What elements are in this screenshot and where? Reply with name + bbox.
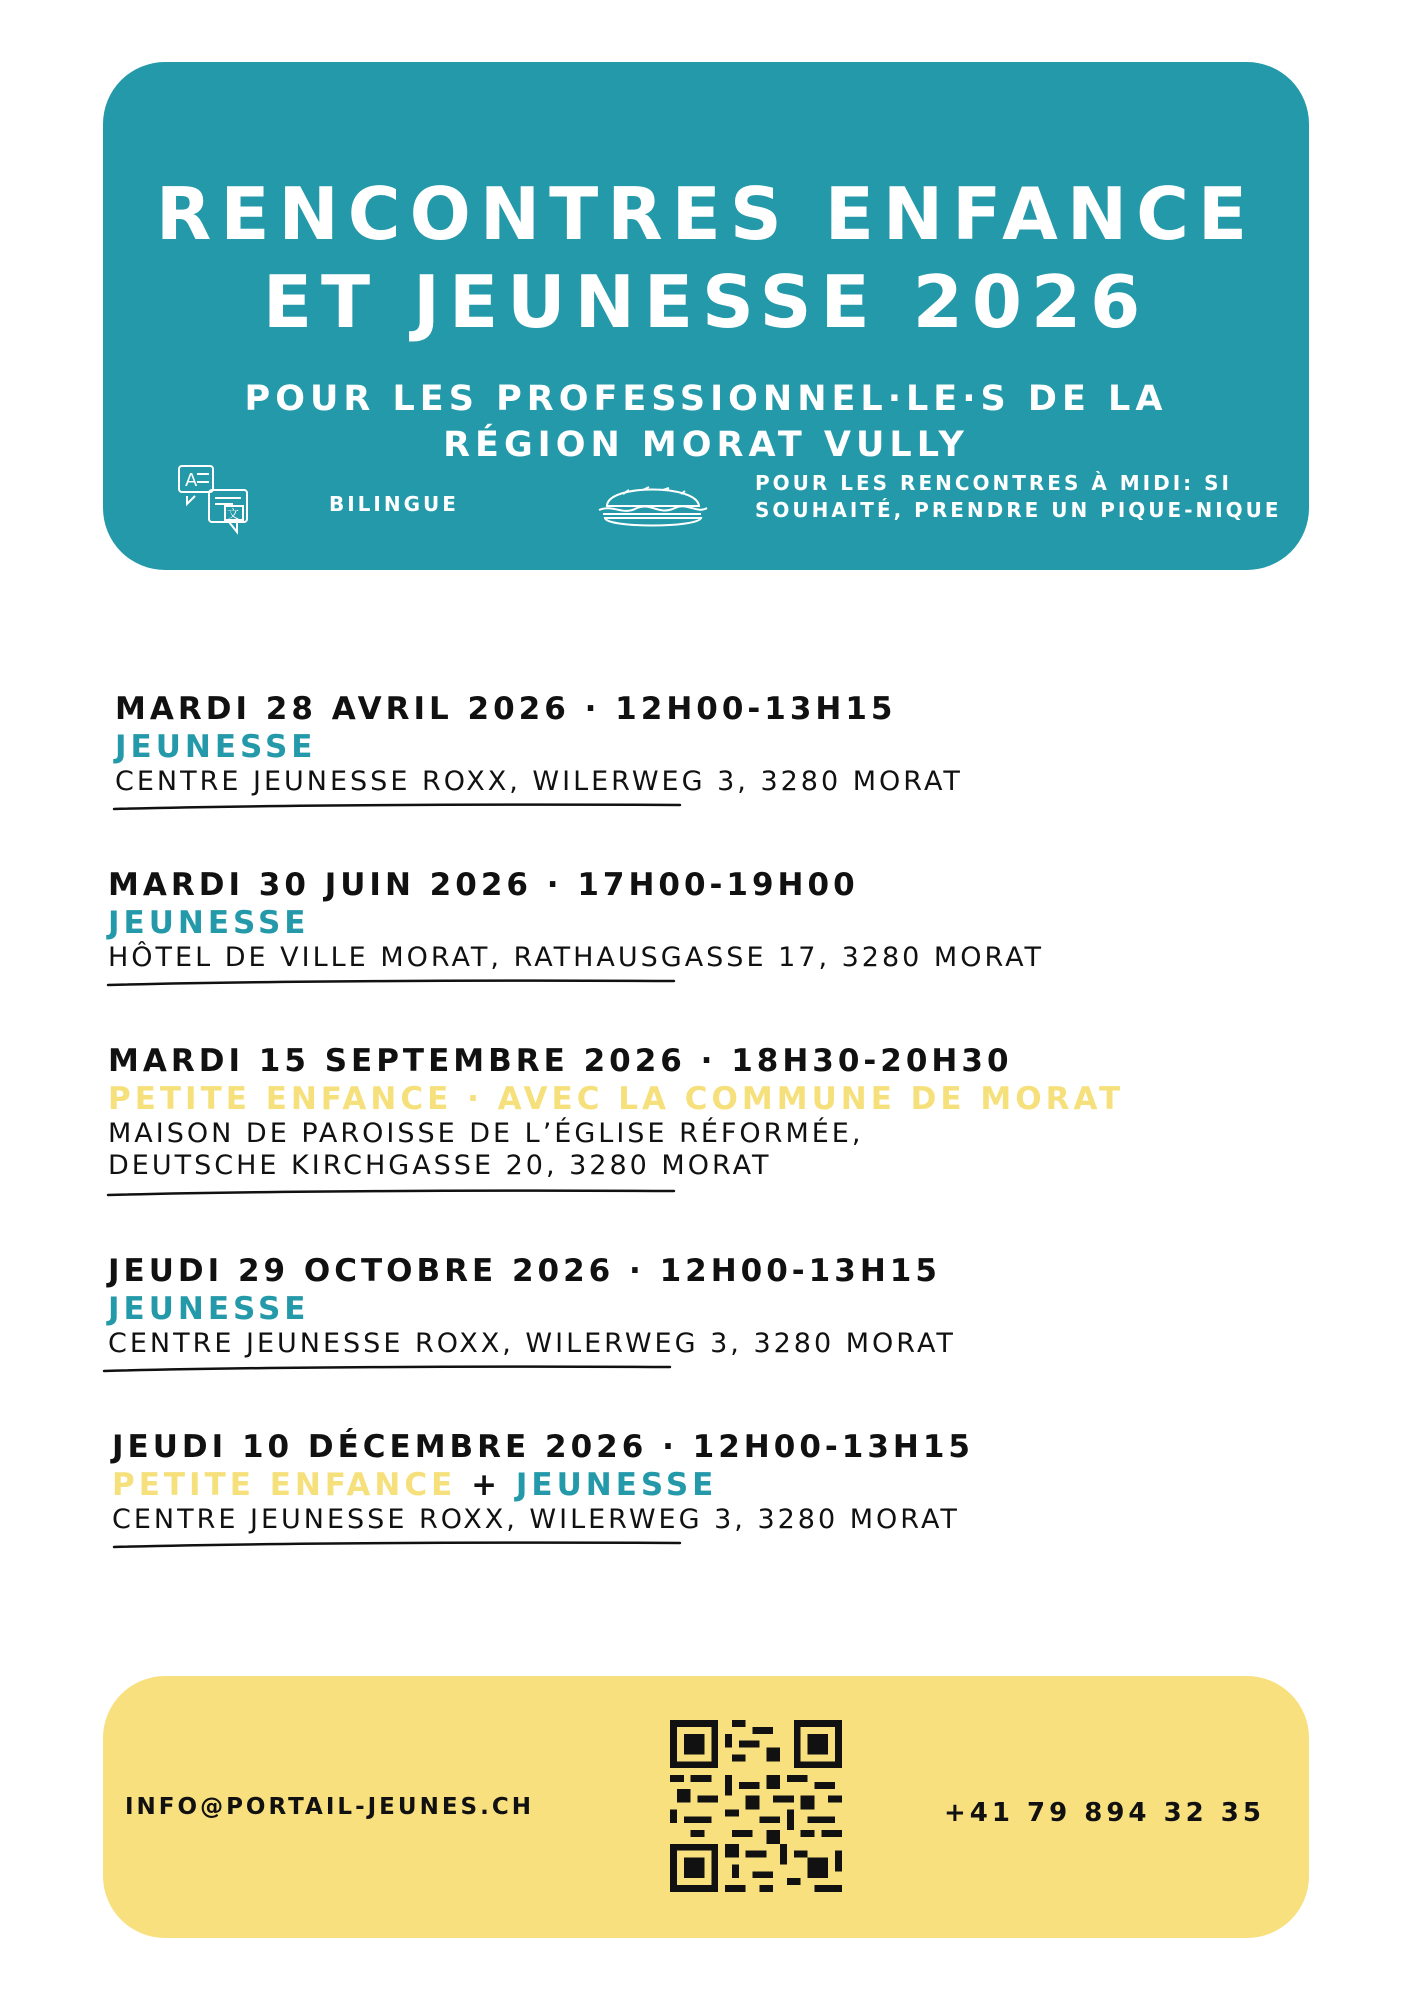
event-location: CENTRE JEUNESSE ROXX, WILERWEG 3, 3280 MORAT bbox=[112, 1504, 960, 1535]
event-date: MARDI 28 AVRIL 2026 · 12H00-13H15 bbox=[115, 691, 897, 727]
subtitle-line-2: RÉGION MORAT VULLY bbox=[443, 425, 969, 465]
translate-icon bbox=[175, 462, 255, 538]
svg-text:文: 文 bbox=[227, 507, 240, 521]
event-location: HÔTEL DE VILLE MORAT, RATHAUSGASSE 17, 3280 MORAT bbox=[108, 942, 1044, 973]
event-item bbox=[108, 1042, 1124, 1182]
subtitle-line-1: POUR LES PROFESSIONNEL·LE·S DE LA bbox=[244, 379, 1168, 419]
event-category: JEUNESSE bbox=[108, 1291, 310, 1327]
picnic-note-line-1: POUR LES RENCONTRES À MIDI: SI bbox=[755, 471, 1232, 495]
event-location: CENTRE JEUNESSE ROXX, WILERWEG 3, 3280 MORAT bbox=[115, 766, 963, 797]
event-item bbox=[112, 1428, 974, 1536]
contact-phone[interactable]: +41 79 894 32 35 bbox=[944, 1798, 1265, 1828]
underline-stroke bbox=[112, 1540, 682, 1550]
event-category-b: JEUNESSE bbox=[515, 1467, 718, 1503]
event-date: JEUDI 29 OCTOBRE 2026 · 12H00-13H15 bbox=[108, 1253, 941, 1289]
picnic-note bbox=[755, 470, 1282, 524]
underline-stroke bbox=[106, 978, 676, 988]
event-category: PETITE ENFANCE · AVEC LA COMMUNE DE MORAT bbox=[108, 1081, 1125, 1117]
page-subtitle bbox=[103, 376, 1309, 468]
event-date: MARDI 15 SEPTEMBRE 2026 · 18H30-20H30 bbox=[108, 1043, 1013, 1079]
event-category-join: + bbox=[471, 1467, 502, 1503]
underline-stroke bbox=[112, 802, 682, 812]
event-item bbox=[108, 1252, 956, 1360]
event-item bbox=[108, 866, 1044, 974]
event-item bbox=[115, 690, 963, 798]
sandwich-icon bbox=[593, 476, 711, 532]
title-line-2: ET JEUNESSE 2026 bbox=[262, 260, 1150, 344]
event-category bbox=[112, 1466, 974, 1504]
event-location-line-1: MAISON DE PAROISSE DE L’ÉGLISE RÉFORMÉE, bbox=[108, 1118, 864, 1149]
event-category-a: PETITE ENFANCE bbox=[112, 1467, 457, 1503]
picnic-note-line-2: SOUHAITÉ, PRENDRE UN PIQUE-NIQUE bbox=[755, 498, 1282, 522]
page-title bbox=[103, 170, 1309, 346]
contact-email[interactable]: INFO@PORTAIL-JEUNES.CH bbox=[125, 1794, 534, 1820]
event-category: JEUNESSE bbox=[115, 729, 317, 765]
svg-text:A: A bbox=[185, 470, 198, 491]
bilingual-label: BILINGUE bbox=[329, 492, 459, 516]
event-location: CENTRE JEUNESSE ROXX, WILERWEG 3, 3280 MORAT bbox=[108, 1328, 956, 1359]
underline-stroke bbox=[106, 1188, 676, 1198]
header-banner bbox=[103, 62, 1309, 570]
event-location-line-2: DEUTSCHE KIRCHGASSE 20, 3280 MORAT bbox=[108, 1150, 772, 1181]
qr-code-icon[interactable] bbox=[670, 1720, 842, 1892]
title-line-1: RENCONTRES ENFANCE bbox=[155, 172, 1257, 256]
event-date: JEUDI 10 DÉCEMBRE 2026 · 12H00-13H15 bbox=[112, 1429, 974, 1465]
contact-footer bbox=[103, 1676, 1309, 1938]
underline-stroke bbox=[102, 1364, 672, 1374]
event-date: MARDI 30 JUIN 2026 · 17H00-19H00 bbox=[108, 867, 859, 903]
event-category: JEUNESSE bbox=[108, 905, 310, 941]
